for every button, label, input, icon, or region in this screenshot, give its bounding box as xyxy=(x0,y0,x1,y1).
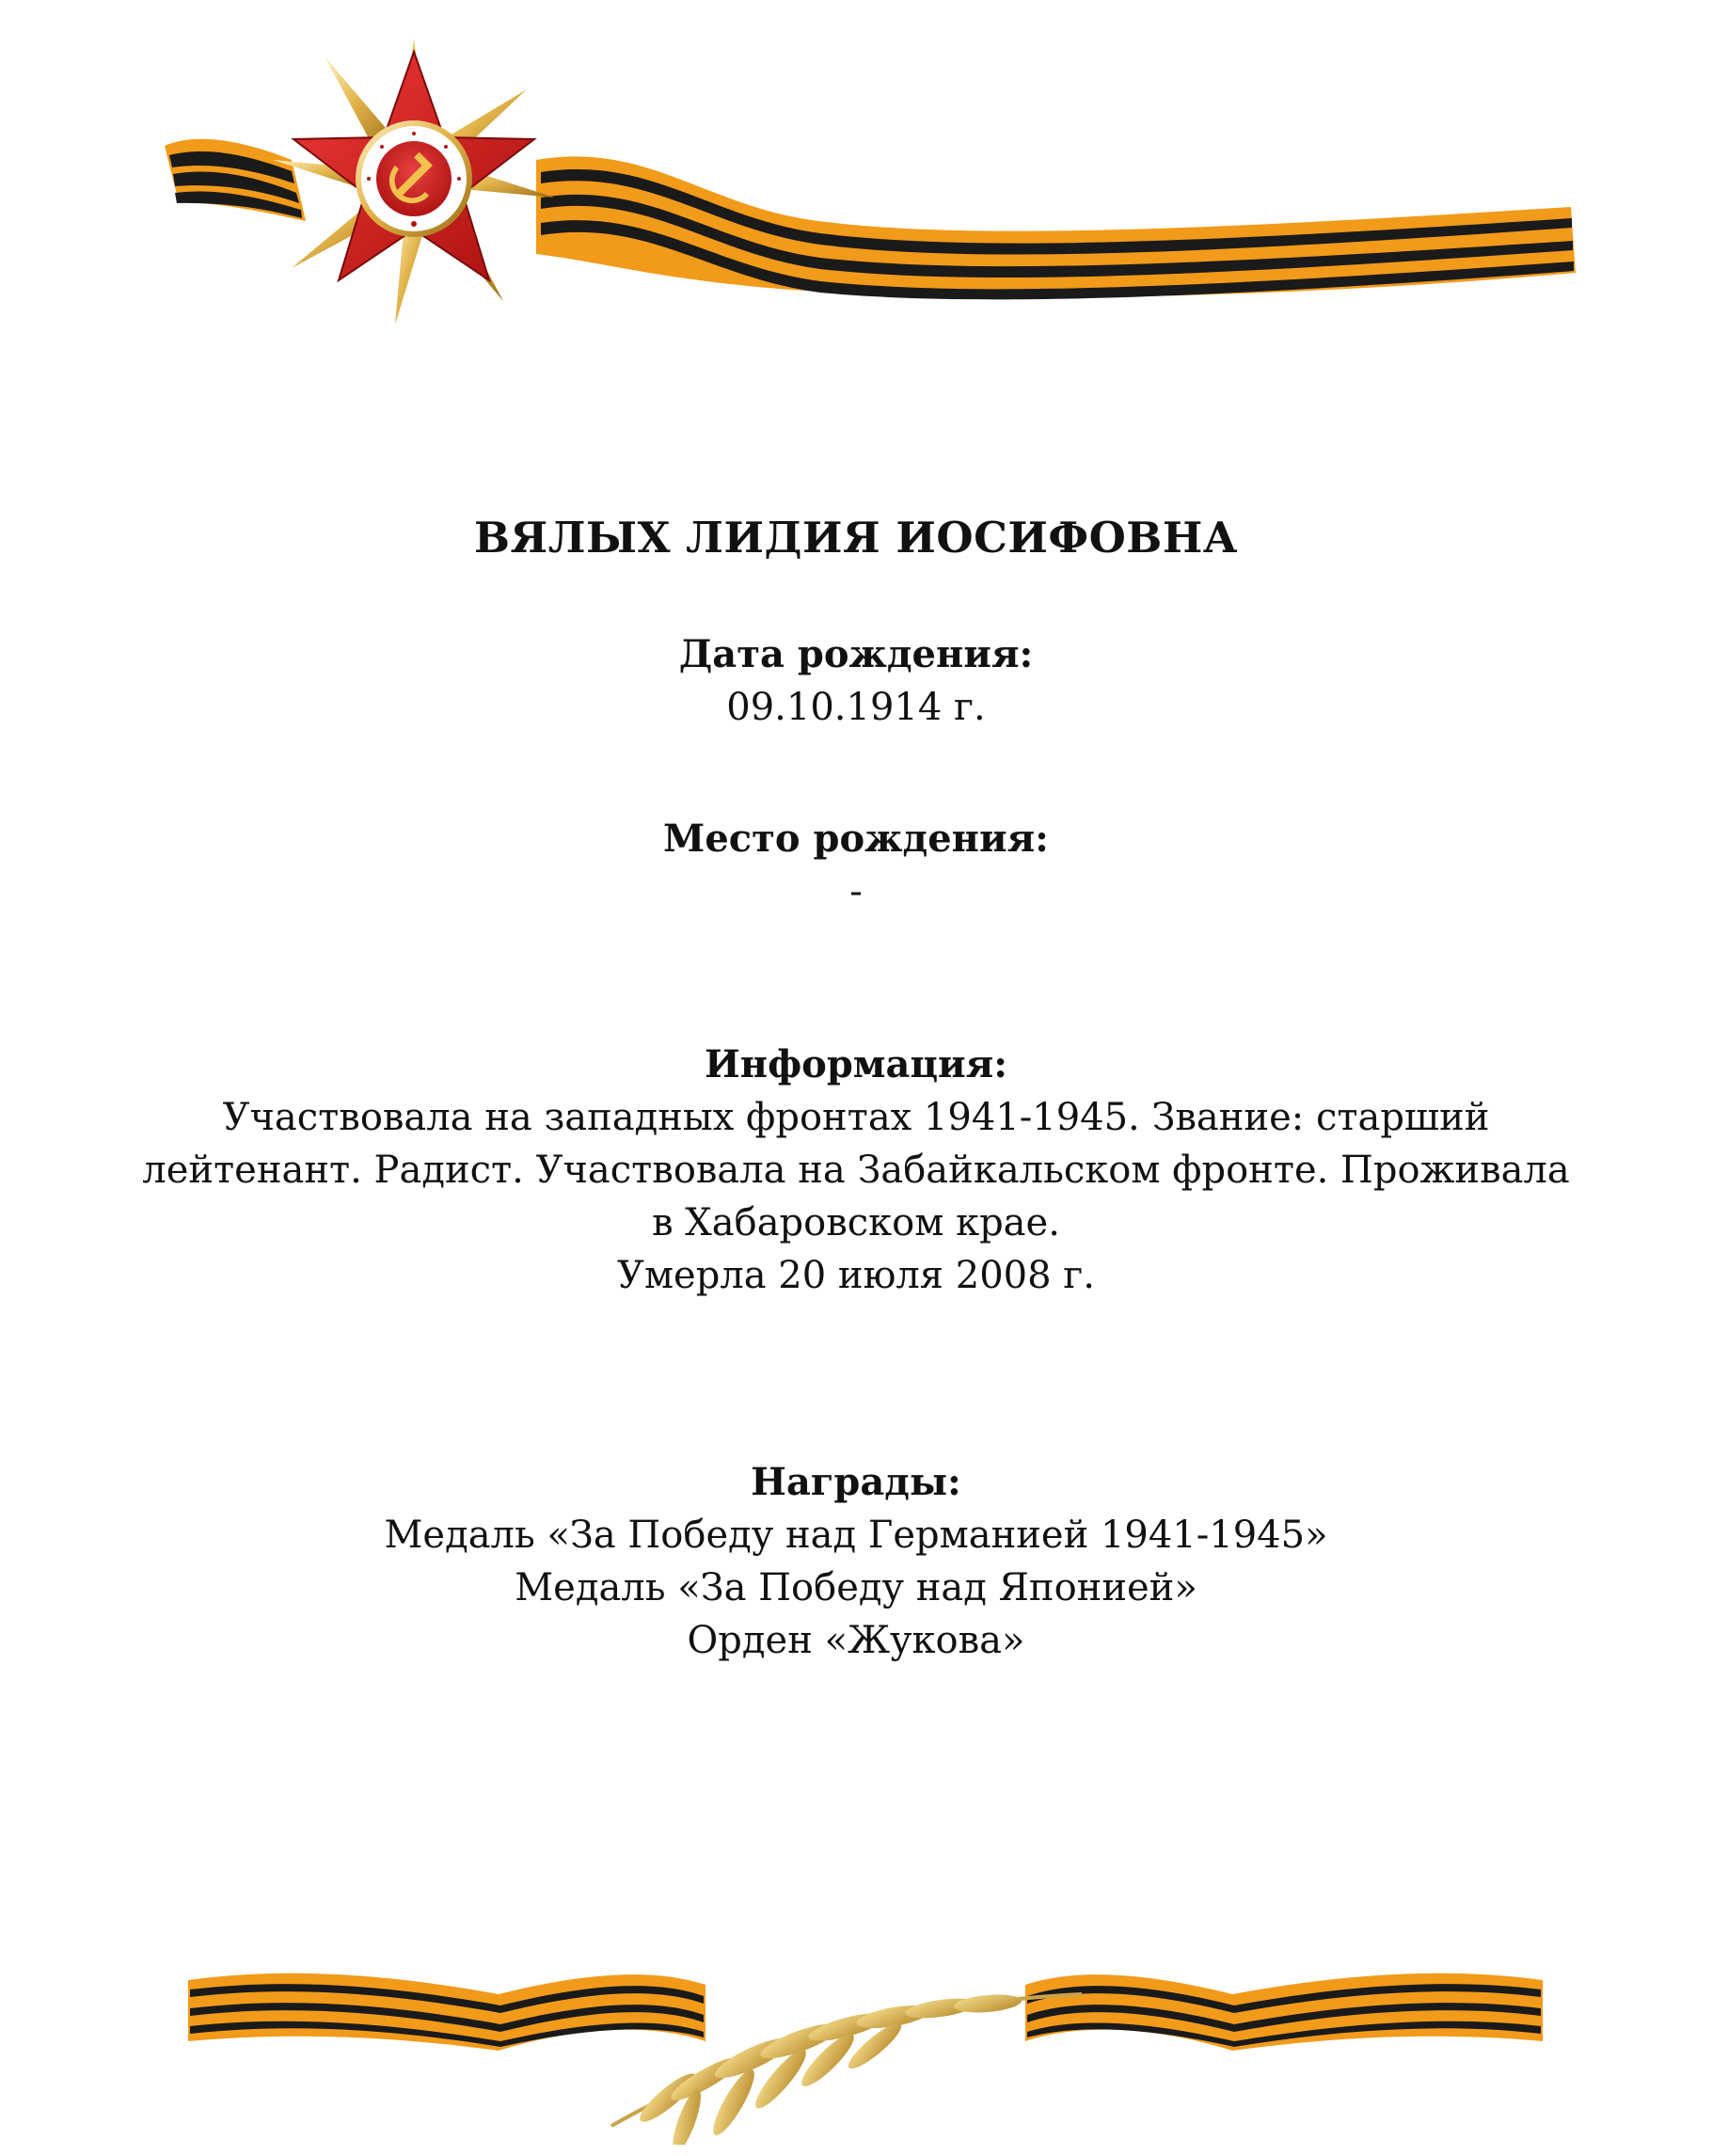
footer-ribbon-right xyxy=(1025,1974,1543,2051)
info-label: Информация: xyxy=(705,1042,1007,1086)
info-line: Умерла 20 июля 2008 г. xyxy=(617,1254,1095,1297)
gold-rays xyxy=(273,38,555,325)
info-line: Участвовала на западных фронтах 1941-1945. Звание: старший xyxy=(222,1096,1490,1139)
info-section xyxy=(103,1038,1609,1302)
order-of-patriotic-war-icon xyxy=(141,19,1590,339)
award-item: Медаль «За Победу над Японией» xyxy=(515,1566,1197,1609)
awards-section xyxy=(103,1456,1609,1667)
ribbon-laurel-icon xyxy=(179,1938,1552,2145)
award-item: Орден «Жукова» xyxy=(687,1619,1025,1662)
info-line: лейтенант. Радист. Участвовала на Забайкальском фронте. Проживала xyxy=(142,1149,1570,1192)
birth-date-label: Дата рождения: xyxy=(678,632,1034,676)
birth-place-label: Место рождения: xyxy=(663,816,1049,861)
footer-ribbon-left xyxy=(188,1974,705,2051)
birth-place-section xyxy=(103,813,1609,918)
award-item: Медаль «За Победу над Германией 1941-1945» xyxy=(384,1514,1328,1557)
awards-label: Награды: xyxy=(751,1460,961,1504)
birth-place-value: - xyxy=(849,870,863,913)
birth-date-value: 09.10.1914 г. xyxy=(726,686,986,729)
birth-date-section xyxy=(103,628,1609,734)
person-name: ВЯЛЫХ ЛИДИЯ ИОСИФОВНА xyxy=(474,513,1238,563)
info-line: в Хабаровском крае. xyxy=(652,1201,1060,1244)
